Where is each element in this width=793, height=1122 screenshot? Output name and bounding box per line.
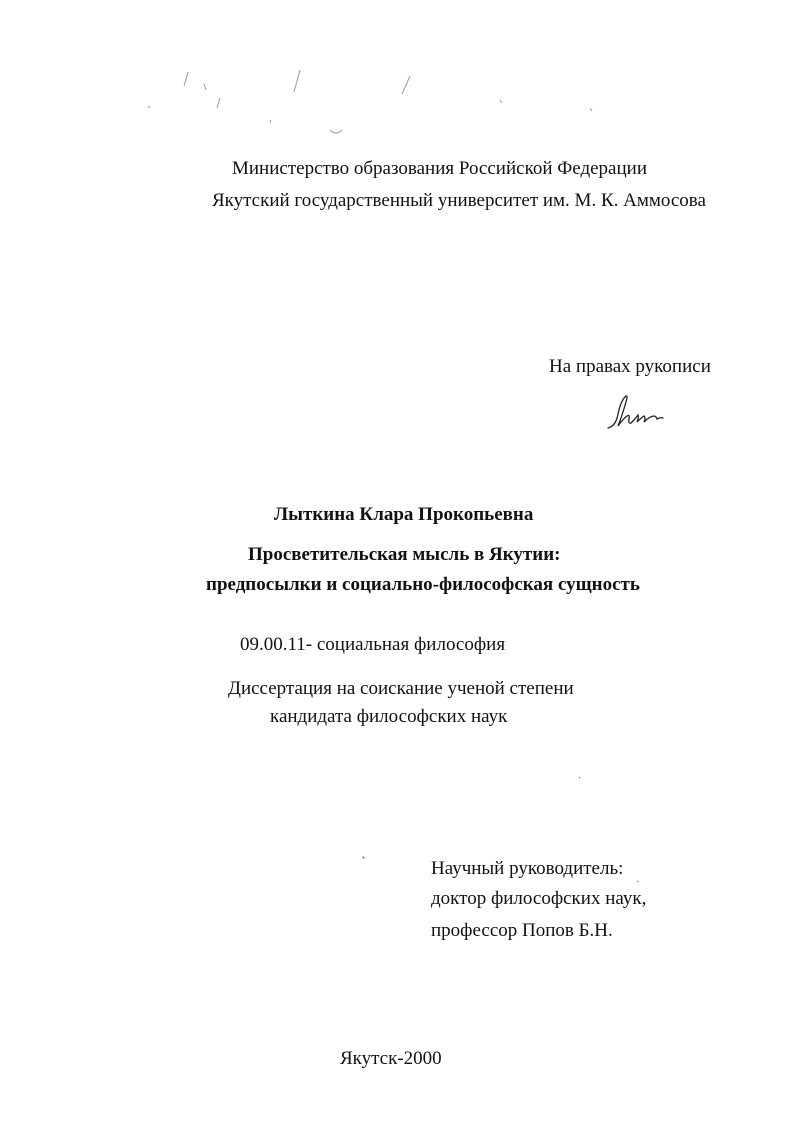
- supervisor-label: Научный руководитель:: [431, 858, 624, 879]
- scan-noise-marks: [120, 60, 680, 150]
- dissertation-title-line-2: предпосылки и социально-философская сущность: [206, 574, 640, 595]
- scan-speck: [636, 870, 639, 873]
- author-name: Лыткина Клара Прокопьевна: [274, 504, 534, 525]
- degree-line-1: Диссертация на соискание ученой степени: [228, 678, 574, 699]
- scan-speck: [578, 766, 581, 769]
- city-year: Якутск-2000: [340, 1048, 442, 1069]
- dissertation-title-line-1: Просветительская мысль в Якутии:: [248, 544, 561, 565]
- ministry-name: Министерство образования Российской Федерации: [232, 158, 647, 179]
- author-signature: [604, 392, 684, 434]
- university-name: Якутский государственный университет им. М. К. Аммосова: [212, 190, 706, 211]
- degree-line-2: кандидата философских наук: [270, 706, 508, 727]
- scan-speck: [362, 846, 365, 849]
- supervisor-degree: доктор философских наук,: [431, 888, 647, 909]
- manuscript-note: На правах рукописи: [549, 356, 711, 377]
- supervisor-name: профессор Попов Б.Н.: [431, 920, 613, 941]
- specialty-code: 09.00.11- социальная философия: [240, 634, 506, 655]
